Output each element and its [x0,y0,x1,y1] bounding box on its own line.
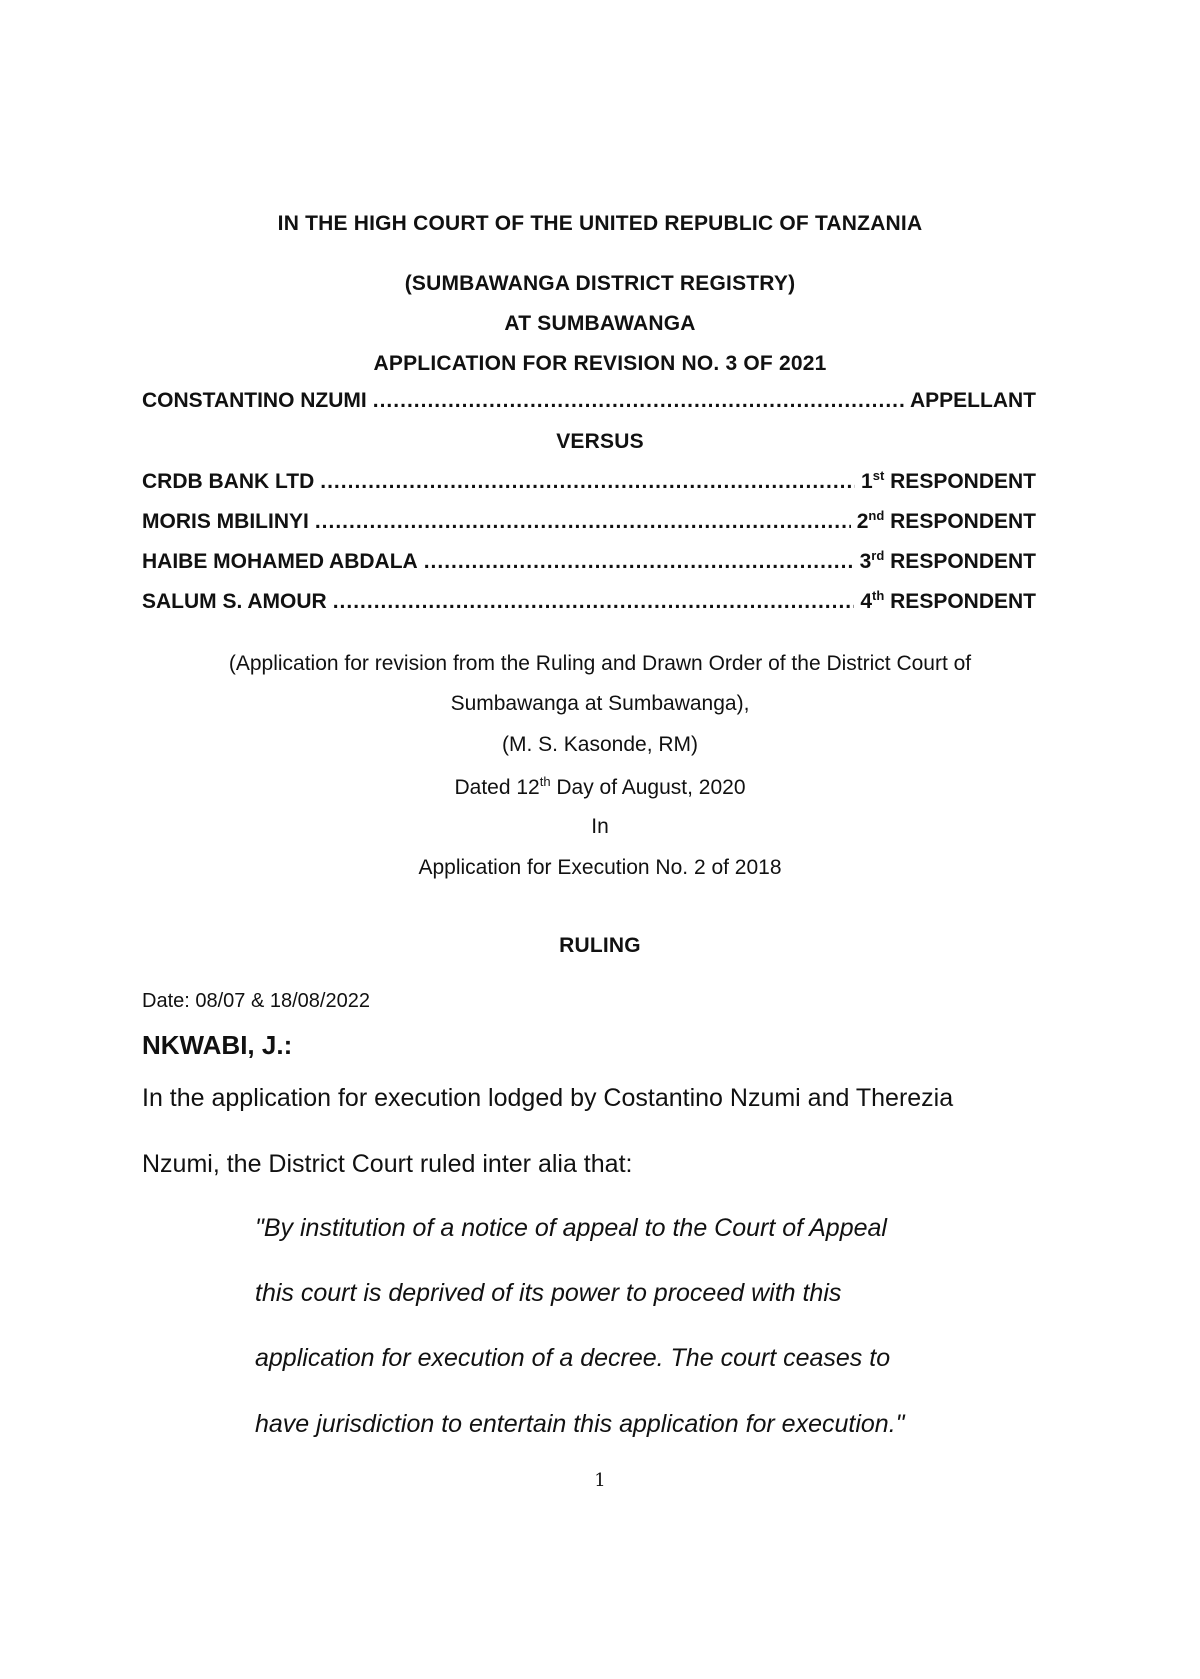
page-number: 1 [594,1470,606,1491]
origin-line: Sumbawanga at Sumbawanga), [450,692,750,715]
origin-line: (Application for revision from the Ruling and Drawn Order of the District Court of [228,652,972,675]
appellant-role: APPELLANT [910,389,1036,412]
leader-dots [320,470,855,494]
origin-in: In [591,815,609,838]
appellant-name: CONSTANTINO NZUMI [142,389,367,412]
respondent-name: HAIBE MOHAMED ABDALA [142,550,418,573]
body-line: Nzumi, the District Court ruled inter alia that: [142,1150,633,1178]
versus-label: VERSUS [556,430,644,453]
location-title: AT SUMBAWANGA [504,312,696,335]
quote-line: this court is deprived of its power to proceed with this [255,1279,842,1307]
respondent-name: SALUM S. AMOUR [142,590,327,613]
respondent-row [142,508,1036,538]
leader-dots [424,550,854,574]
respondent-role: 1st RESPONDENT [861,468,1036,493]
origin-date: Dated 12th Day of August, 2020 [454,774,746,799]
respondent-row [142,548,1036,578]
quote-line: "By institution of a notice of appeal to the Court of Appeal [255,1214,887,1242]
registry-title: (SUMBAWANGA DISTRICT REGISTRY) [404,272,796,295]
origin-execution: Application for Execution No. 2 of 2018 [418,856,782,879]
origin-judge: (M. S. Kasonde, RM) [501,733,699,756]
respondent-role: 3rd RESPONDENT [859,548,1036,573]
respondent-name: MORIS MBILINYI [142,510,309,533]
ruling-date: Date: 08/07 & 18/08/2022 [142,990,370,1012]
judge-name: NKWABI, J.: [142,1030,293,1060]
quote-line: application for execution of a decree. The court ceases to [255,1344,891,1372]
leader-dots [333,590,855,614]
respondent-row [142,588,1036,618]
respondent-row [142,468,1036,498]
respondent-role: 2nd RESPONDENT [856,508,1036,533]
court-title: IN THE HIGH COURT OF THE UNITED REPUBLIC OF TANZANIA [277,212,923,235]
quote-line: have jurisdiction to entertain this application for execution." [255,1410,905,1438]
case-title: APPLICATION FOR REVISION NO. 3 OF 2021 [373,352,827,375]
appellant-row [142,389,1036,419]
respondent-name: CRDB BANK LTD [142,470,315,493]
ruling-title: RULING [559,934,641,957]
leader-dots [315,510,851,534]
respondent-role: 4th RESPONDENT [860,588,1036,613]
leader-dots [373,389,904,413]
body-line: In the application for execution lodged by Costantino Nzumi and Therezia [142,1084,954,1112]
